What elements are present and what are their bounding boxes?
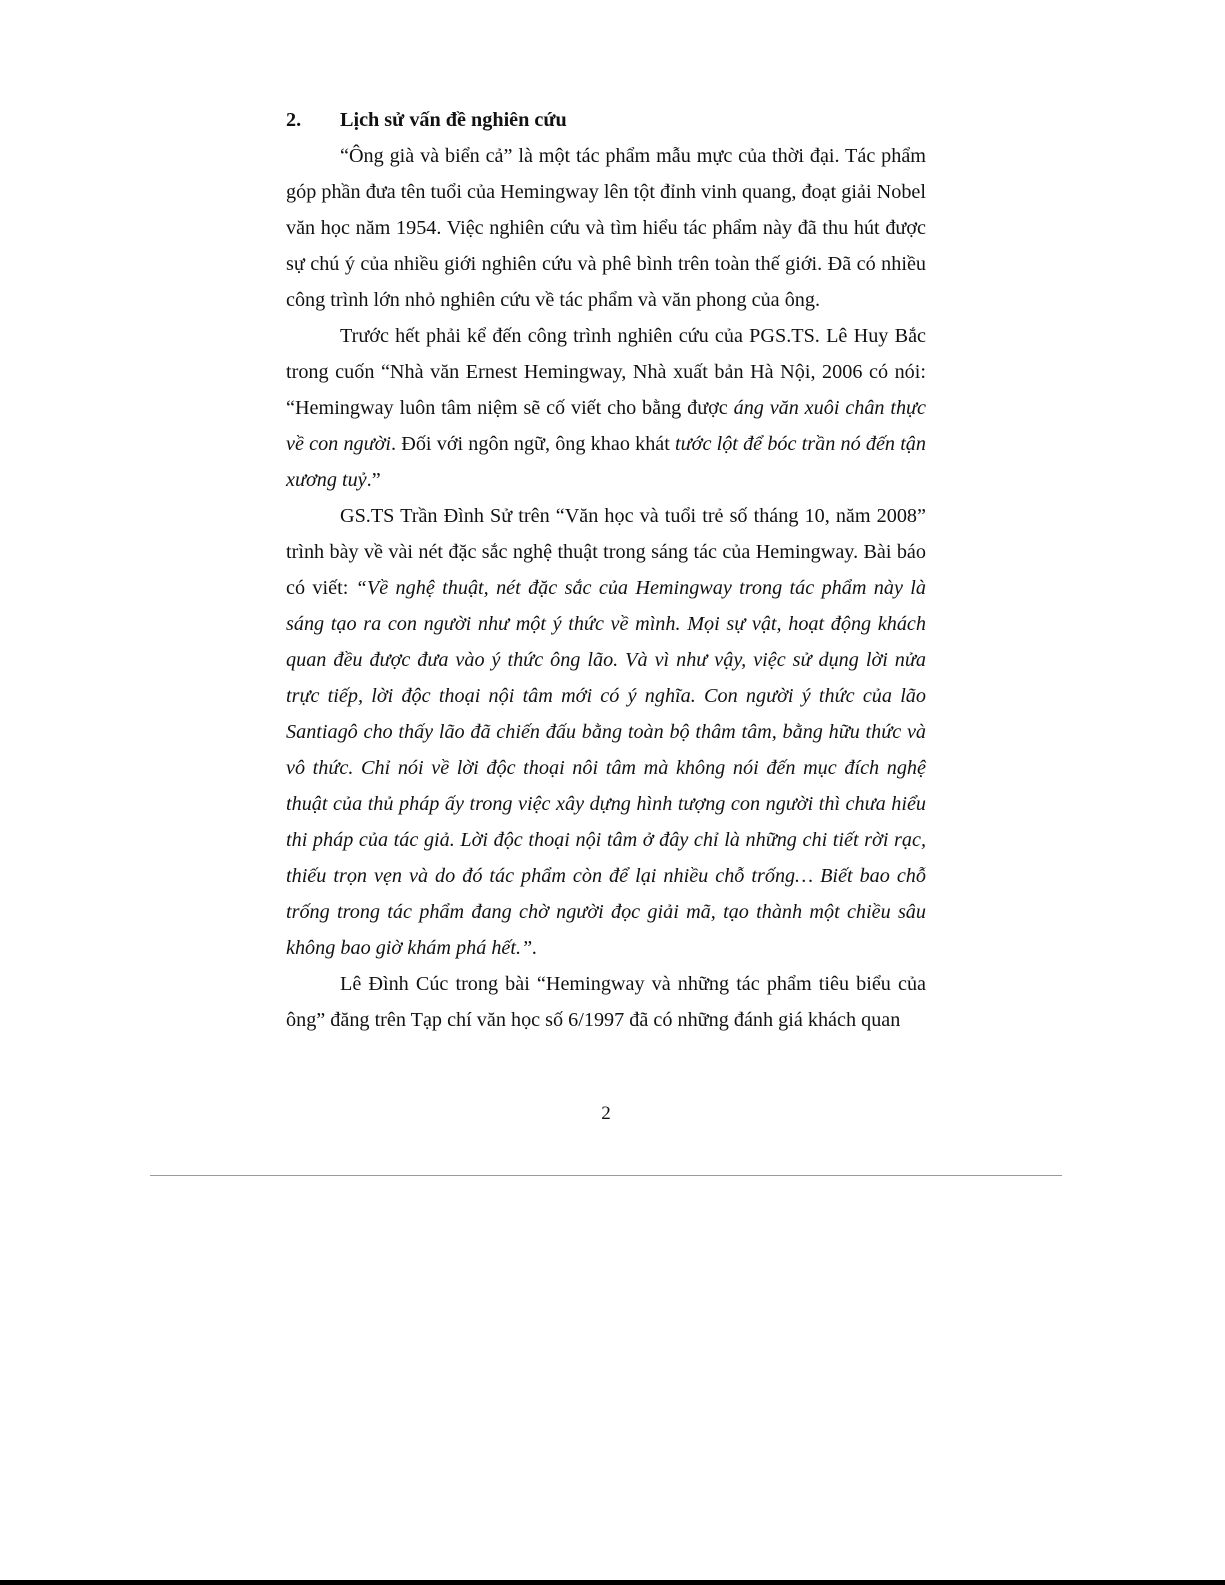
bottom-edge-bar — [0, 1580, 1225, 1585]
paragraph-3-quote: “Về nghệ thuật, nét đặc sắc của Hemingway trong tác phẩm này là sáng tạo ra con người như một ý thức về mình. Mọi sự vật, hoạt động khách quan đều được đưa vào ý thức ông lão. Và vì như vậy, việc sử dụng lời nửa trực tiếp, lời độc thoại nội tâm mới có ý nghĩa. Con người ý thức của lão Santiagô cho thấy lão đã chiến đấu bằng toàn bộ thâm tâm, bằng hữu thức và vô thức. Chỉ nói về lời độc thoại nôi tâm mà không nói đến mục đích nghệ thuật của thủ pháp ấy trong việc xây dựng hình tượng con người thì chưa hiểu thi pháp của tác giả. Lời độc thoại nội tâm ở đây chỉ là những chi tiết rời rạc, thiếu trọn vẹn và do đó tác phẩm còn để lại nhiều chỗ trống… Biết bao chỗ trống trong tác phẩm đang chờ người đọc giải mã, tạo thành một chiều sâu không bao giờ khám phá hết.”. — [286, 577, 927, 959]
section-number: 2. — [286, 109, 302, 131]
paragraph-2-text-3: .” — [366, 469, 381, 491]
section-title: Lịch sử vấn đề nghiên cứu — [340, 109, 567, 131]
paragraph-2-italic-2: tước lột để bóc trần nó đến tận xương tuỷ — [286, 433, 926, 491]
paragraph-2-text-1: Trước hết phải kể đến công trình nghiên cứu của PGS.TS. Lê Huy Bắc trong cuốn “Nhà văn Ernest Hemingway, Nhà xuất bản Hà Nội, 2006 có nói: “Hemingway luôn tâm niệm sẽ cố viết cho bằng được — [286, 325, 926, 419]
paragraph-4: Lê Đình Cúc trong bài “Hemingway và những tác phẩm tiêu biểu của ông” đăng trên Tạp chí văn học số 6/1997 đã có những đánh giá khách quan — [286, 973, 926, 1031]
page-divider — [150, 1175, 1062, 1176]
paragraph-2-italic-1: áng văn xuôi chân thực về con người — [286, 397, 927, 455]
page-content — [286, 102, 926, 1038]
page-number: 2 — [601, 1103, 611, 1124]
paragraph-3-text-1: GS.TS Trần Đình Sử trên “Văn học và tuổi trẻ số tháng 10, năm 2008” trình bày về vài nét đặc sắc nghệ thuật trong sáng tác của Hemingway. Bài báo có viết: — [286, 505, 926, 599]
paragraph-2 — [286, 318, 926, 498]
paragraph-1: “Ông già và biển cả” là một tác phẩm mẫu mực của thời đại. Tác phẩm góp phần đưa tên tuổi của Hemingway lên tột đỉnh vinh quang, đoạt giải Nobel văn học năm 1954. Việc nghiên cứu và tìm hiểu tác phẩm này đã thu hút được sự chú ý của nhiều giới nghiên cứu và phê bình trên toàn thế giới. Đã có nhiều công trình lớn nhỏ nghiên cứu về tác phẩm và văn phong của ông. — [286, 145, 926, 311]
section-heading — [286, 102, 926, 138]
paragraph-2-text-2: . Đối với ngôn ngữ, ông khao khát — [391, 433, 676, 455]
paragraph-3 — [286, 498, 926, 966]
